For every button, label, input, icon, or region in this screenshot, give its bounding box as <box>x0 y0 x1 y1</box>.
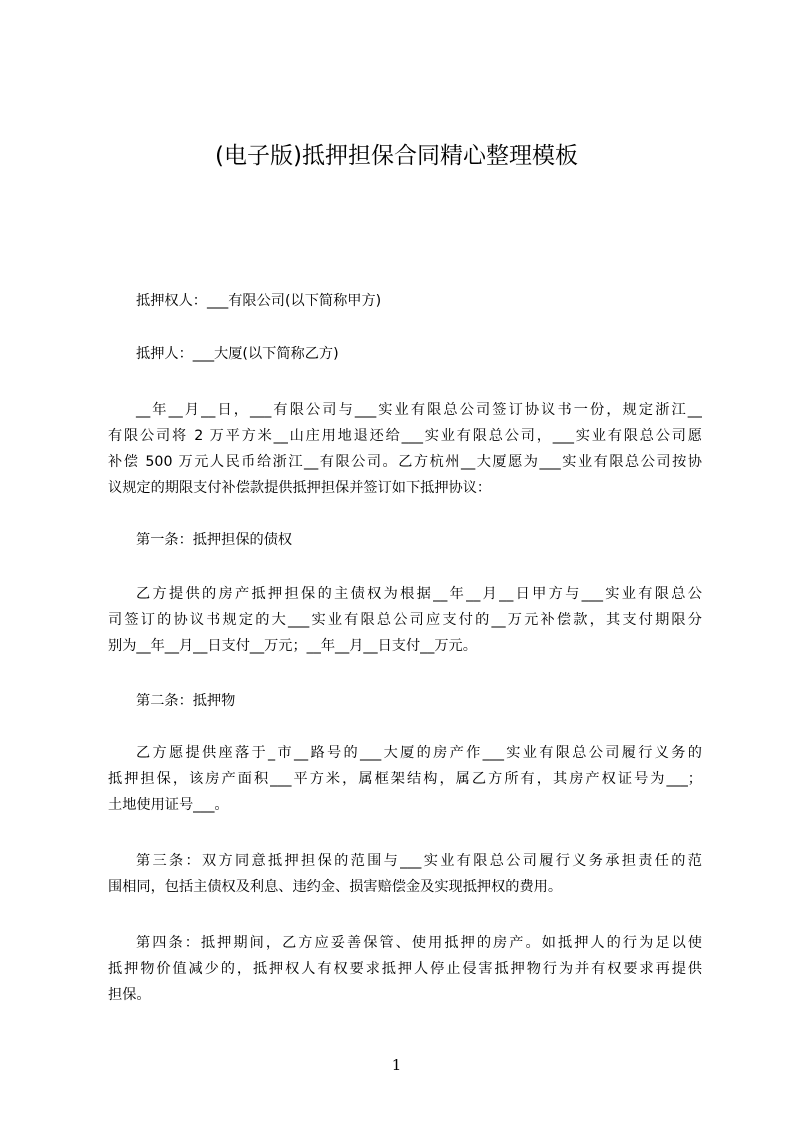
article2-heading-paragraph <box>108 688 702 714</box>
mortgagor-line: 抵押人：___大厦(以下简称乙方) <box>136 346 339 362</box>
article3-paragraph <box>108 848 702 900</box>
article2-heading: 第二条：抵押物 <box>136 693 236 709</box>
article1-line: 司签订的协议书规定的大___实业有限总公司应支付的__万元补偿款，其支付期限分 <box>108 612 702 628</box>
mortgagee-line: 抵押权人：___有限公司(以下简称甲方) <box>136 293 382 309</box>
article3-line: 第三条：双方同意抵押担保的范围与___实业有限总公司履行义务承担责任的范 <box>136 853 702 869</box>
mortgagee-paragraph <box>108 288 702 314</box>
mortgagor-paragraph <box>108 341 702 367</box>
article3-line: 围相同，包括主债权及利息、违约金、损害赔偿金及实现抵押权的费用。 <box>108 879 563 895</box>
intro-line: 补偿 500 万元人民币给浙江__有限公司。乙方杭州__大厦愿为___实业有限总公司按协 <box>108 454 702 470</box>
article4-paragraph <box>108 930 702 1008</box>
article2-line: 乙方愿提供座落于_市__路号的___大厦的房产作___实业有限总公司履行义务的 <box>136 745 702 761</box>
article1-line: 别为__年__月__日支付__万元；__年__月__日支付__万元。 <box>108 638 477 654</box>
article4-line: 第四条：抵押期间，乙方应妥善保管、使用抵押的房产。如抵押人的行为足以使 <box>136 935 702 951</box>
intro-paragraph <box>108 397 702 501</box>
page-number: 1 <box>391 1056 402 1074</box>
intro-line: 议规定的期限支付补偿款提供抵押担保并签订如下抵押协议： <box>108 480 492 496</box>
article1-body-paragraph <box>108 581 702 659</box>
document-title: (电子版)抵押担保合同精心整理模板 <box>215 143 578 169</box>
article1-line: 乙方提供的房产抵押担保的主债权为根据__年__月__日甲方与___实业有限总公 <box>136 586 702 602</box>
intro-line: 有限公司将 2 万平方米__山庄用地退还给___实业有限总公司，___实业有限总公司愿 <box>108 428 702 444</box>
article4-line: 担保。 <box>108 987 151 1003</box>
article1-heading: 第一条：抵押担保的债权 <box>136 532 293 548</box>
article4-line: 抵押物价值减少的，抵押权人有权要求抵押人停止侵害抵押物行为并有权要求再提供 <box>108 961 702 977</box>
article2-line: 抵押担保，该房产面积___平方米，属框架结构，属乙方所有，其房产权证号为___； <box>108 771 702 787</box>
article2-line: 土地使用证号___。 <box>108 797 229 813</box>
article1-heading-paragraph <box>108 527 702 553</box>
article2-body-paragraph <box>108 740 702 818</box>
intro-line: __年__月__日，___有限公司与___实业有限总公司签订协议书一份，规定浙江__ <box>136 402 702 418</box>
